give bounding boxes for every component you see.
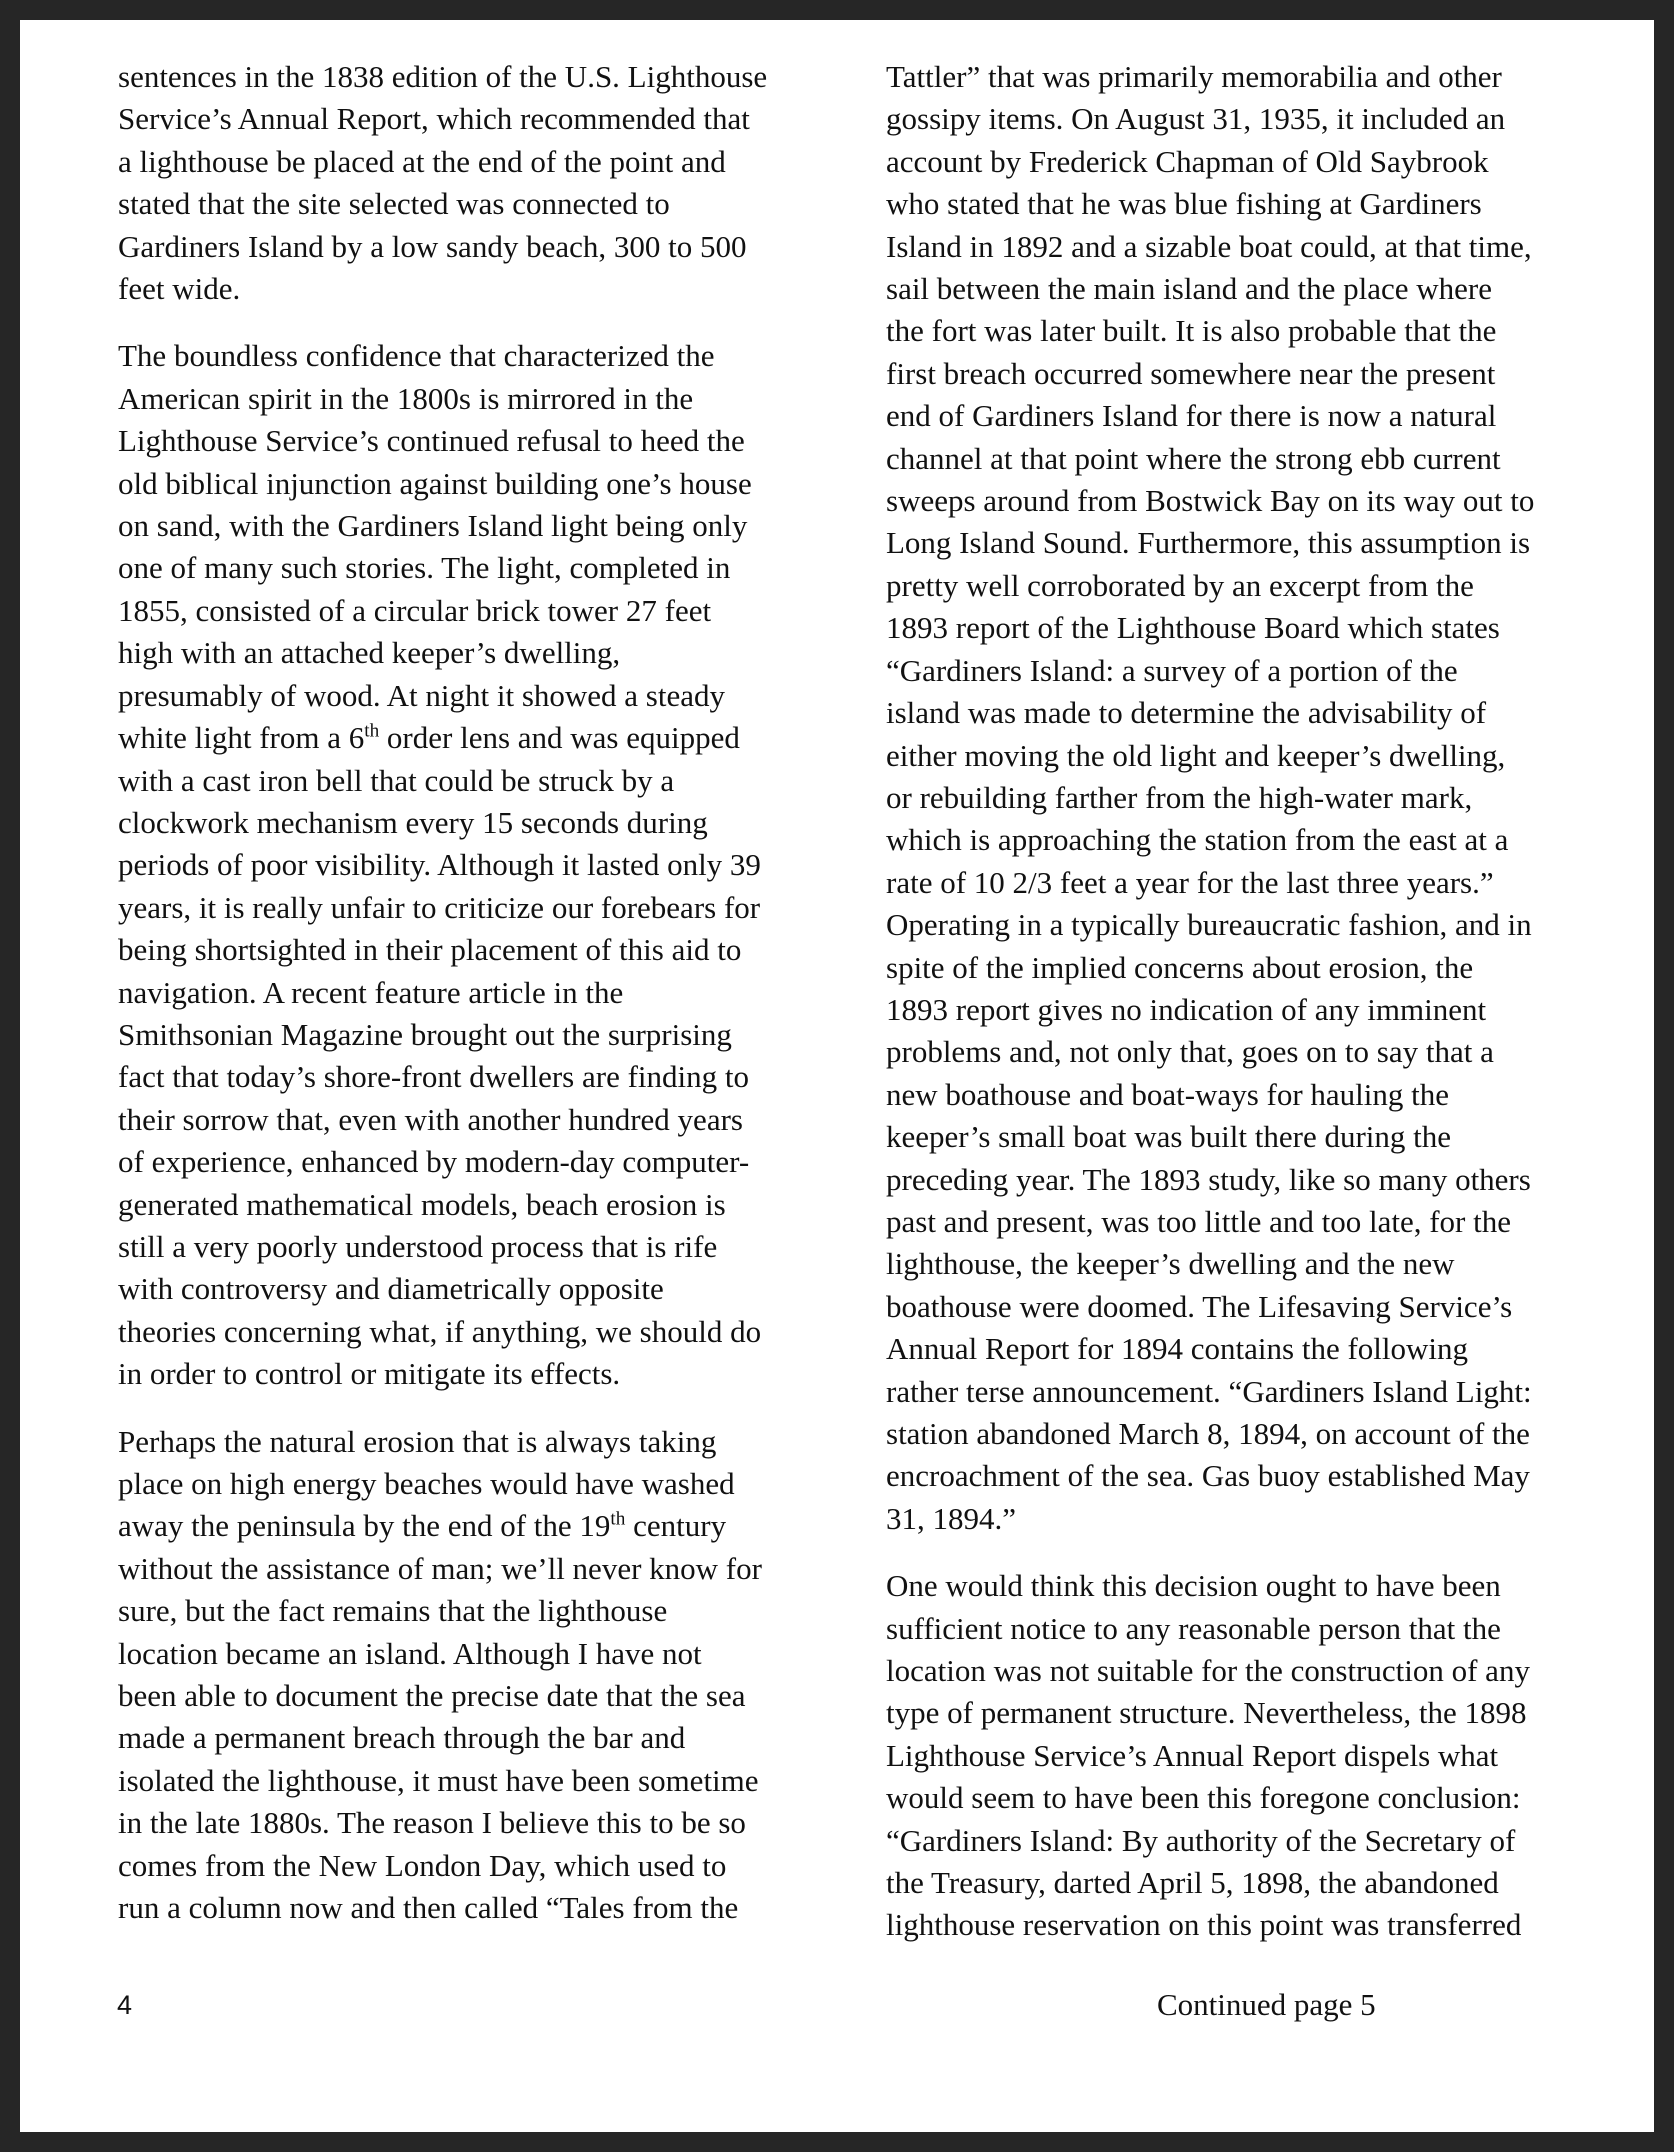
text-line: “Gardiners Island: a survey of a portion of the (886, 652, 1458, 688)
text-line: run a column now and then called “Tales from the (118, 1890, 739, 1926)
text-line: in order to control or mitigate its effects. (118, 1356, 621, 1392)
text-line: on sand, with the Gardiners Island light being only (118, 508, 748, 544)
text-line: sweeps around from Bostwick Bay on its way out to (886, 483, 1535, 519)
text-line: pretty well corroborated by an excerpt from the (886, 567, 1474, 603)
text-line: 31, 1894.” (886, 1500, 1017, 1536)
text-line: Annual Report for 1894 contains the following (886, 1331, 1469, 1367)
text-line: keeper’s small boat was built there during the (886, 1119, 1452, 1155)
text-line: periods of poor visibility. Although it lasted only 39 (118, 847, 761, 883)
text-line: new boathouse and boat-ways for hauling the (886, 1076, 1450, 1112)
paragraph (118, 56, 808, 310)
text-line: rather terse announcement. “Gardiners Island Light: (886, 1373, 1532, 1409)
text-line: without the assistance of man; we’ll never know for (118, 1550, 762, 1586)
document-page (20, 20, 1654, 2132)
text-line: stated that the site selected was connected to (118, 186, 670, 222)
text-line: place on high energy beaches would have washed (118, 1466, 735, 1501)
text-line: One would think this decision ought to have been (886, 1568, 1501, 1604)
text-line: problems and, not only that, goes on to say that a (886, 1034, 1494, 1070)
text-line: years, it is really unfair to criticize our forebears for (118, 889, 761, 925)
text-line: American spirit in the 1800s is mirrored in the (118, 380, 694, 416)
text-line: sure, but the fact remains that the lighthouse (118, 1593, 668, 1629)
text-line: end of Gardiners Island for there is now a natural (886, 398, 1497, 434)
text-line: one of many such stories. The light, completed in (118, 550, 731, 586)
text-line: sentences in the 1838 edition of the U.S. Lighthouse (118, 59, 768, 94)
text-line: Lighthouse Service’s continued refusal to heed the (118, 423, 745, 459)
text-line: with controversy and diametrically opposite (118, 1271, 664, 1307)
text-line: isolated the lighthouse, it must have been sometime (118, 1762, 759, 1798)
text-line: past and present, was too little and too late, for the (886, 1203, 1511, 1239)
text-line: lighthouse reservation on this point was transferred (886, 1907, 1522, 1943)
text-line: fact that today’s shore-front dwellers are finding to (118, 1059, 749, 1095)
text-line: or rebuilding farther from the high-water mark, (886, 779, 1473, 815)
left-column (118, 56, 808, 1929)
text-line: Long Island Sound. Furthermore, this assumption is (886, 525, 1531, 561)
text-line (118, 717, 808, 759)
text-line: been able to document the precise date that the sea (118, 1678, 746, 1714)
text-line: spite of the implied concerns about erosion, the (886, 949, 1474, 985)
page-number: 4 (117, 1990, 133, 2020)
text-line: the Treasury, darted April 5, 1898, the abandoned (886, 1865, 1499, 1901)
text-line: 1893 report gives no indication of any imminent (886, 991, 1487, 1027)
text-line: in the late 1880s. The reason I believe this to be so (118, 1805, 746, 1841)
right-column (886, 56, 1581, 1947)
paragraph (886, 1565, 1581, 1947)
text-line: feet wide. (118, 271, 241, 307)
text-line: Lighthouse Service’s Annual Report dispels what (886, 1737, 1499, 1773)
text-line: of experience, enhanced by modern-day computer- (118, 1144, 750, 1180)
text-line: generated mathematical models, beach erosion is (118, 1186, 726, 1222)
text-line: account by Frederick Chapman of Old Saybrook (886, 143, 1489, 179)
text-line: Island in 1892 and a sizable boat could, at that time, (886, 228, 1532, 264)
text-line: still a very poorly understood process that is rife (118, 1228, 718, 1264)
text-line: station abandoned March 8, 1894, on account of the (886, 1416, 1530, 1451)
text-line: encroachment of the sea. Gas buoy established May (886, 1458, 1530, 1494)
text-line: 1893 report of the Lighthouse Board which states (886, 610, 1500, 646)
text-fragment: order lens and was equipped (379, 720, 740, 756)
text-line: made a permanent breach through the bar and (118, 1720, 686, 1756)
text-line: which is approaching the station from the east at a (886, 822, 1509, 858)
text-line: location was not suitable for the construction of any (886, 1653, 1530, 1689)
text-line: old biblical injunction against building one’s house (118, 465, 752, 501)
text-line: would seem to have been this foregone conclusion: (886, 1780, 1521, 1816)
text-line: with a cast iron bell that could be struck by a (118, 762, 675, 798)
superscript: th (610, 1509, 626, 1531)
paragraph (118, 1421, 808, 1930)
text-line: sail between the main island and the place where (886, 271, 1492, 307)
text-line: type of permanent structure. Nevertheless, the 1898 (886, 1695, 1527, 1731)
text-line: either moving the old light and keeper’s dwelling, (886, 737, 1506, 773)
text-line: Perhaps the natural erosion that is always taking (118, 1423, 717, 1459)
text-line: navigation. A recent feature article in the (118, 974, 624, 1010)
paragraph (886, 56, 1581, 1540)
text-line: being shortsighted in their placement of this aid to (118, 932, 742, 968)
text-line: Operating in a typically bureaucratic fashion, and in (886, 907, 1532, 943)
text-line: preceding year. The 1893 study, like so many others (886, 1161, 1531, 1197)
text-fragment: white light from a 6 (118, 720, 365, 756)
text-fragment: away the peninsula by the end of the 19 (118, 1508, 611, 1544)
text-line: first breach occurred somewhere near the present (886, 355, 1496, 391)
text-line: island was made to determine the advisability of (886, 695, 1487, 731)
text-line: comes from the New London Day, which used to (118, 1847, 727, 1883)
continued-note: Continued page 5 (1157, 1987, 1376, 2022)
text-line: high with an attached keeper’s dwelling, (118, 635, 621, 671)
text-line: Tattler” that was primarily memorabilia and other (886, 59, 1502, 94)
text-line: boathouse were doomed. The Lifesaving Service’s (886, 1288, 1513, 1324)
text-line: channel at that point where the strong ebb current (886, 440, 1501, 476)
text-line: a lighthouse be placed at the end of the point and (118, 143, 726, 179)
text-line: Gardiners Island by a low sandy beach, 300 to 500 (118, 228, 747, 264)
text-line: Smithsonian Magazine brought out the surprising (118, 1016, 732, 1052)
text-line: rate of 10 2/3 feet a year for the last three years.” (886, 864, 1494, 900)
superscript: th (364, 720, 380, 742)
text-line: presumably of wood. At night it showed a steady (118, 677, 725, 713)
text-line: “Gardiners Island: By authority of the Secretary of (886, 1822, 1516, 1858)
text-line: gossipy items. On August 31, 1935, it included an (886, 101, 1506, 137)
text-line: 1855, consisted of a circular brick tower 27 feet (118, 592, 712, 628)
text-line: their sorrow that, even with another hundred years (118, 1101, 743, 1137)
text-line (118, 1505, 808, 1547)
text-line: the fort was later built. It is also probable that the (886, 313, 1497, 349)
text-fragment: century (625, 1508, 727, 1544)
text-line: sufficient notice to any reasonable person that the (886, 1610, 1501, 1646)
text-line: The boundless confidence that characterized the (118, 338, 715, 374)
paragraph (118, 335, 808, 1395)
text-line: location became an island. Although I have not (118, 1635, 702, 1671)
text-line: Service’s Annual Report, which recommended that (118, 101, 750, 137)
text-line: who stated that he was blue fishing at Gardiners (886, 186, 1482, 222)
text-line: lighthouse, the keeper’s dwelling and the new (886, 1246, 1455, 1282)
text-line: clockwork mechanism every 15 seconds during (118, 804, 708, 840)
text-line: theories concerning what, if anything, we should do (118, 1313, 762, 1349)
